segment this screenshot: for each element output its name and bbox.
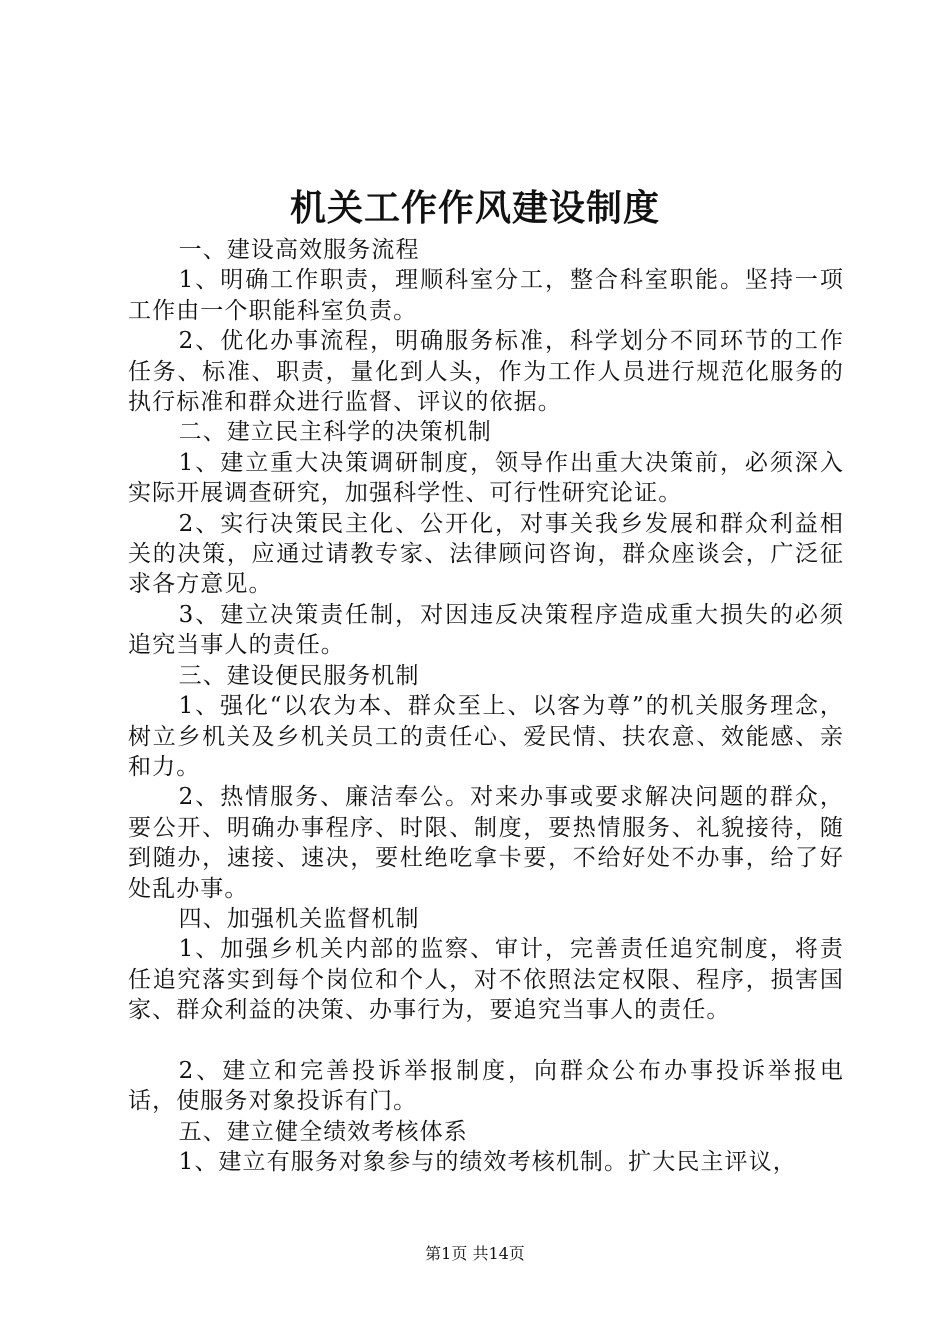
paragraph: 2、建立和完善投诉举报制度，向群众公布办事投诉举报电话，使服务对象投诉有门。 bbox=[128, 1057, 844, 1115]
document-body bbox=[128, 235, 844, 1178]
section-heading: 三、建设便民服务机制 bbox=[178, 662, 420, 689]
paragraph: 2、优化办事流程，明确服务标准，科学划分不同环节的工作任务、标准、职责，量化到人头，作为工作人员进行规范化服务的执行标准和群众进行监督、评议的依据。 bbox=[128, 328, 844, 416]
paragraph: 1、建立重大决策调研制度，领导作出重大决策前，必须深入实际开展调查研究，加强科学性、可行性研究论证。 bbox=[128, 449, 844, 507]
paragraph: 1、建立有服务对象参与的绩效考核机制。扩大民主评议， bbox=[178, 1149, 797, 1176]
paragraph: 1、强化“以农为本、群众至上、以客为尊”的机关服务理念，树立乡机关及乡机关员工的责任心、爱民情、扶农意、效能感、亲和力。 bbox=[128, 693, 844, 780]
section-heading: 二、建立民主科学的决策机制 bbox=[178, 419, 492, 446]
paragraph: 3、建立决策责任制，对因违反决策程序造成重大损失的必须追究当事人的责任。 bbox=[128, 601, 844, 659]
document-title: 机关工作作风建设制度 bbox=[289, 187, 660, 229]
paragraph: 2、热情服务、廉洁奉公。对来办事或要求解决问题的群众，要公开、明确办事程序、时限、制度，要热情服务、礼貌接待，随到随办，速接、速决，要杜绝吃拿卡要，不给好处不办事，给了好处乱办事。 bbox=[128, 784, 844, 902]
section-heading: 一、建设高效服务流程 bbox=[178, 237, 420, 263]
page-footer: 第1页 共14页 bbox=[425, 1244, 525, 1263]
paragraph: 1、加强乡机关内部的监察、审计，完善责任追究制度，将责任追究落实到每个岗位和个人，对不依照法定权限、程序，损害国家、群众利益的决策、办事行为，要追究当事人的责任。 bbox=[128, 936, 844, 1024]
section-heading: 五、建立健全绩效考核体系 bbox=[178, 1118, 468, 1145]
section-heading: 四、加强机关监督机制 bbox=[178, 905, 420, 932]
paragraph: 2、实行决策民主化、公开化，对事关我乡发展和群众利益相关的决策，应通过请教专家、法律顾问咨询，群众座谈会，广泛征求各方意见。 bbox=[128, 510, 844, 598]
paragraph: 1、明确工作职责，理顺科室分工，整合科室职能。坚持一项工作由一个职能科室负责。 bbox=[128, 267, 844, 324]
blank-line bbox=[128, 1026, 844, 1056]
